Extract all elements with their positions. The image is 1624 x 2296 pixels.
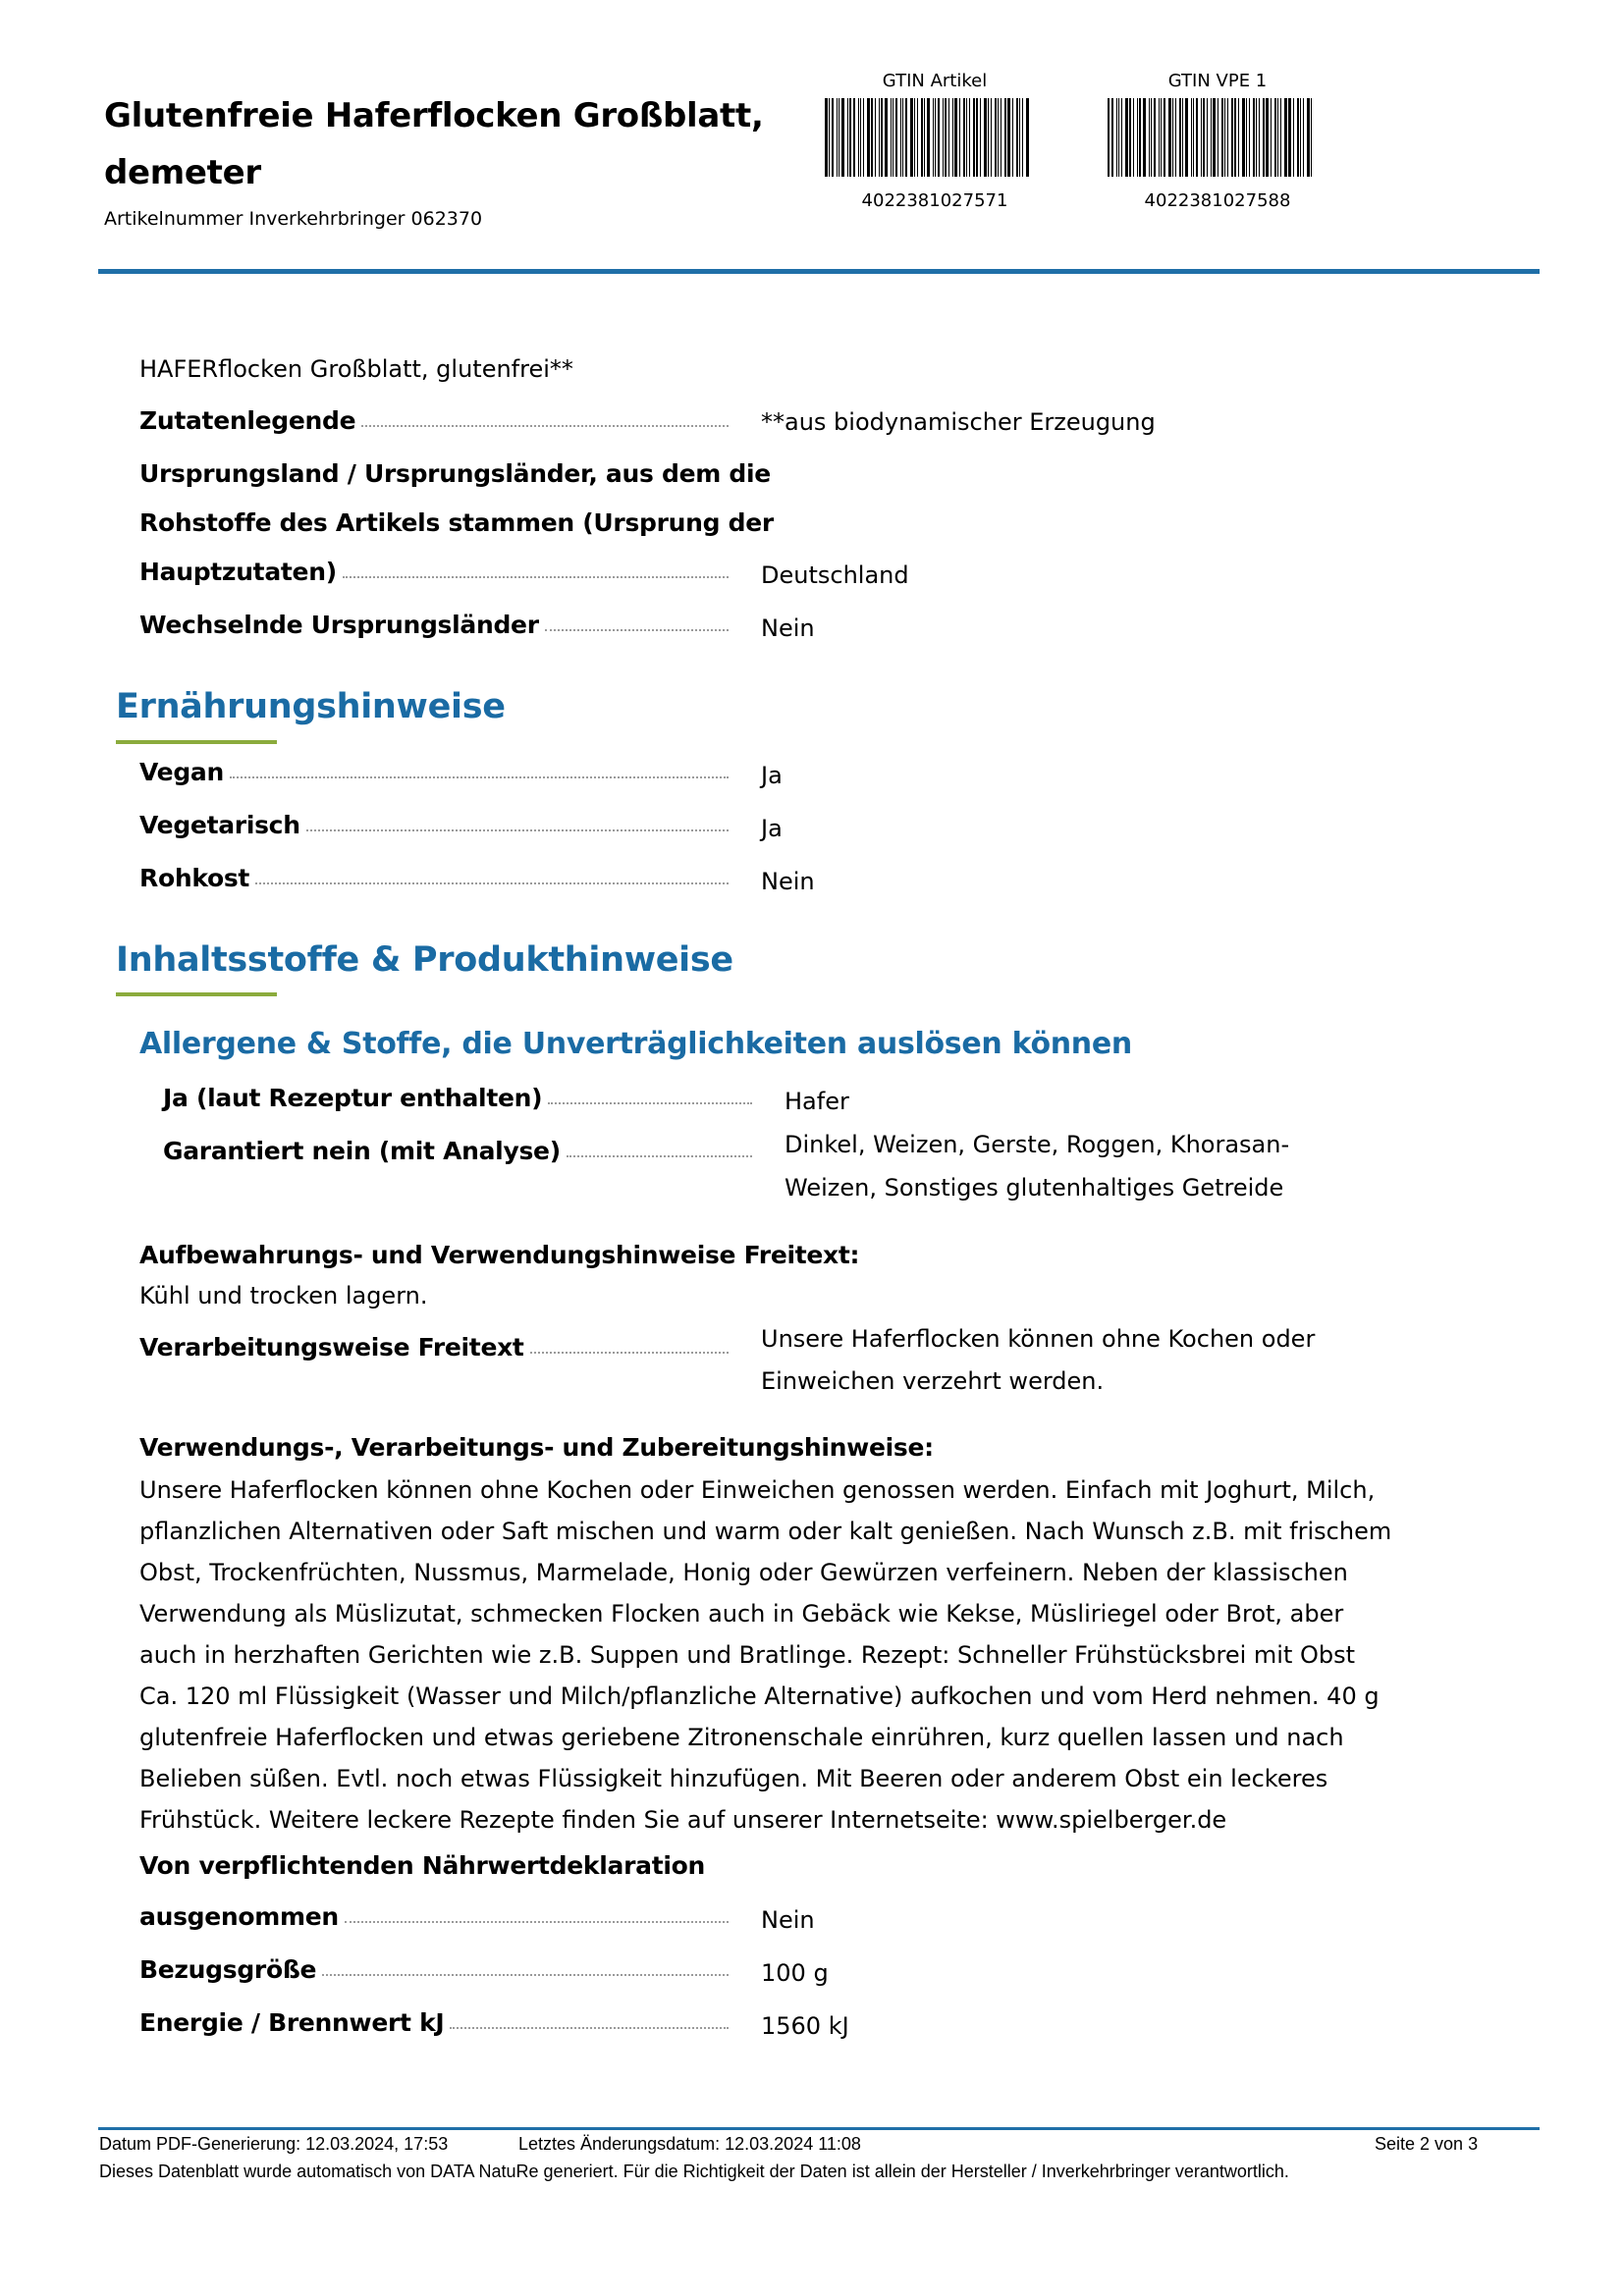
vegan-value: Ja (761, 762, 783, 789)
energy-value: 1560 kJ (761, 2012, 849, 2040)
header-divider (98, 269, 1540, 274)
origin-label-line2: Rohstoffe des Artikels stammen (Ursprung der (139, 508, 774, 537)
ingredients-text: HAFERflocken Großblatt, glutenfrei** (139, 355, 573, 383)
dot-leader (530, 1352, 729, 1354)
gtin-article-barcode (825, 98, 1030, 177)
storage-label: Aufbewahrungs- und Verwendungshinweise Freitext: (139, 1241, 860, 1269)
article-number: Artikelnummer Inverkehrbringer 062370 (104, 208, 483, 230)
usage-label: Verwendungs-, Verarbeitungs- und Zubereitungshinweise: (139, 1433, 934, 1462)
allergens-heading: Allergene & Stoffe, die Unverträglichkeiten auslösen können (139, 1027, 1132, 1061)
contents-heading: Inhaltsstoffe & Produkthinweise (116, 940, 733, 980)
gtin-article-label: GTIN Artikel (882, 71, 988, 91)
vegetarian-row (139, 811, 734, 839)
exempt-value: Nein (761, 1906, 815, 1934)
product-title-line1: Glutenfreie Haferflocken Großblatt, (104, 96, 764, 135)
free-from-value-line1: Dinkel, Weizen, Gerste, Roggen, Khorasan- (785, 1131, 1290, 1158)
changing-origin-value: Nein (761, 614, 815, 642)
storage-value: Kühl und trocken lagern. (139, 1282, 428, 1309)
footer-page-number: Seite 2 von 3 (1375, 2134, 1479, 2154)
gtin-article-number: 4022381027571 (861, 190, 1008, 211)
reference-row (139, 1955, 734, 1984)
dot-leader (567, 1155, 752, 1157)
dot-leader (545, 629, 729, 631)
processing-row (139, 1333, 734, 1362)
vegan-row (139, 758, 734, 786)
raw-food-row (139, 864, 734, 892)
vegetarian-label: Vegetarisch (139, 811, 300, 839)
free-from-value-line2: Weizen, Sonstiges glutenhaltiges Getreide (785, 1174, 1284, 1201)
gtin-vpe-label: GTIN VPE 1 (1167, 71, 1268, 91)
dot-leader (230, 776, 729, 778)
vegan-label: Vegan (139, 758, 225, 786)
dot-leader (255, 882, 729, 884)
footer-generated-date: Datum PDF-Generierung: 12.03.2024, 17:53 (99, 2134, 449, 2154)
exempt-row (139, 1902, 734, 1931)
footer-divider (98, 2127, 1540, 2130)
dot-leader (322, 1974, 729, 1976)
usage-text: Unsere Haferflocken können ohne Kochen oder Einweichen genossen werden. Einfach mit Joghurt, Milch, pflanzlichen Alternativen oder Saft mischen und warm oder kalt genießen. Nach Wunsch z.B. mit frischem Obst, Trockenfrüchten, Nussmus, Marmelade, Honig oder Gewürzen verfeinern. Neben der klassischen Verwendung als Müslizutat, schmecken Flocken auch in Gebäck wie Kekse, Müsliriegel oder Brot, aber auch in herzhaften Gerichten wie z.B. Suppen und Bratlinge. Rezept: Schneller Frühstücksbrei mit Obst Ca. 120 ml Flüssigkeit (Wasser und Milch/pflanzliche Alternative) aufkochen und vom Herd nehmen. 40 g glutenfreie Haferflocken und etwas geriebene Zitronenschale einrühren, kurz quellen lassen und nach Belieben süßen. Evtl. noch etwas Flüssigkeit hinzufügen. Mit Beeren oder anderem Obst ein leckeres Frühstück. Weitere leckere Rezepte finden Sie auf unserer Internetseite: www.spielberger.de (139, 1476, 1392, 1834)
exempt-label-line2: ausgenommen (139, 1902, 339, 1931)
ingredient-legend-label: Zutatenlegende (139, 406, 356, 435)
footer-modified-date: Letztes Änderungsdatum: 12.03.2024 11:08 (518, 2134, 861, 2154)
dot-leader (450, 2027, 729, 2029)
raw-food-value: Nein (761, 868, 815, 895)
ingredient-legend-row (139, 406, 734, 435)
dot-leader (306, 829, 729, 831)
footer-disclaimer: Dieses Datenblatt wurde automatisch von DATA NatuRe generiert. Für die Richtigkeit der Daten ist allein der Hersteller / Inverkehrbringer verantwortlich. (99, 2162, 1289, 2181)
reference-label: Bezugsgröße (139, 1955, 317, 1984)
contains-value: Hafer (785, 1088, 849, 1115)
gtin-vpe-number: 4022381027588 (1144, 190, 1291, 211)
heading-underline (116, 740, 277, 744)
ingredient-legend-value: **aus biodynamischer Erzeugung (761, 408, 1156, 436)
vegetarian-value: Ja (761, 815, 783, 842)
processing-label: Verarbeitungsweise Freitext (139, 1333, 524, 1362)
dot-leader (548, 1102, 752, 1104)
exempt-label-line1: Von verpflichtenden Nährwertdeklaration (139, 1851, 705, 1880)
free-from-row (163, 1137, 758, 1165)
product-title-line2: demeter (104, 153, 261, 192)
processing-value-line2: Einweichen verzehrt werden. (761, 1367, 1105, 1395)
origin-label-line1: Ursprungsland / Ursprungsländer, aus dem die (139, 459, 771, 488)
raw-food-label: Rohkost (139, 864, 250, 892)
nutrition-notes-heading: Ernährungshinweise (116, 687, 506, 726)
dot-leader (361, 425, 729, 427)
origin-value: Deutschland (761, 561, 909, 589)
processing-value-line1: Unsere Haferflocken können ohne Kochen oder (761, 1325, 1316, 1353)
origin-label-line3: Hauptzutaten) (139, 558, 337, 586)
dot-leader (345, 1921, 729, 1923)
free-from-label: Garantiert nein (mit Analyse) (163, 1137, 561, 1165)
changing-origin-label: Wechselnde Ursprungsländer (139, 611, 539, 639)
energy-row (139, 2008, 734, 2037)
reference-value: 100 g (761, 1959, 829, 1987)
heading-underline (116, 992, 277, 996)
origin-row (139, 558, 734, 586)
changing-origin-row (139, 611, 734, 639)
dot-leader (343, 576, 729, 578)
energy-label: Energie / Brennwert kJ (139, 2008, 445, 2037)
contains-row (163, 1084, 758, 1112)
contains-label: Ja (laut Rezeptur enthalten) (163, 1084, 543, 1112)
gtin-vpe-barcode (1108, 98, 1314, 177)
